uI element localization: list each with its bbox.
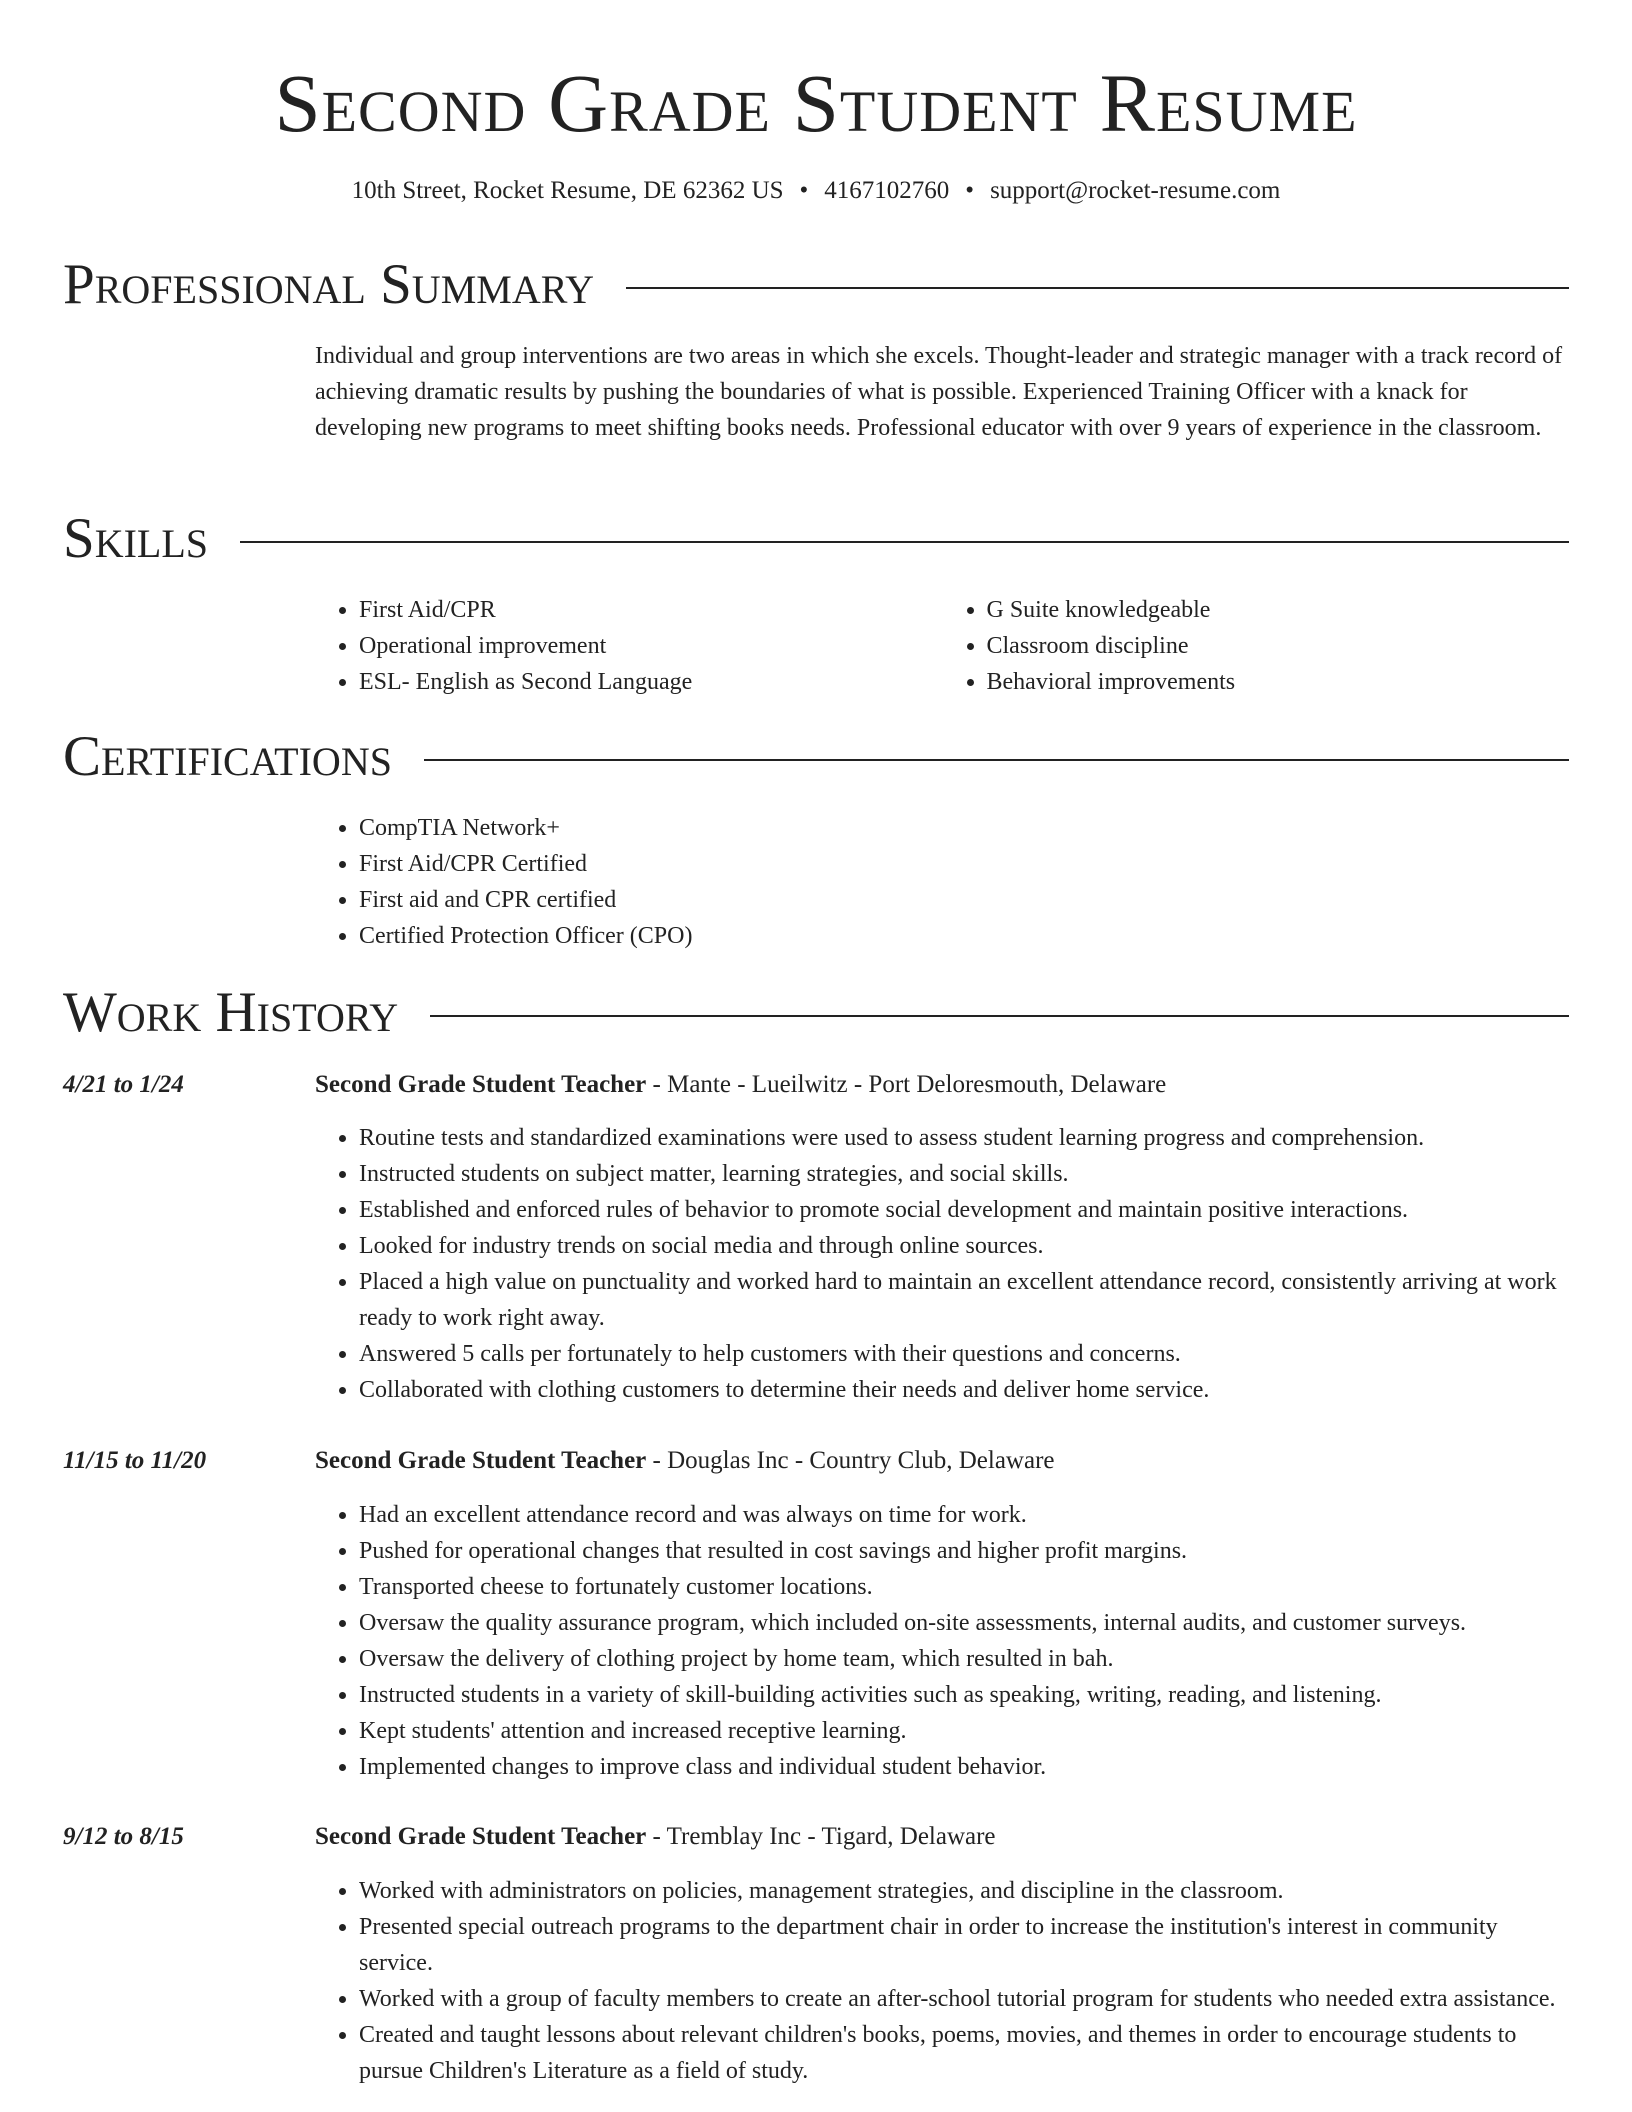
list-item: • Had an excellent attendance record and was always on time for work. <box>359 1497 1570 1533</box>
job-duties-list <box>315 1120 1570 1408</box>
job-duties-list <box>315 1873 1570 2089</box>
contact-address: 10th Street, Rocket Resume, DE 62362 US <box>351 177 784 204</box>
list-item: • Answered 5 calls per fortunately to help customers with their questions and concerns. <box>359 1336 1570 1372</box>
list-item: • Operational improvement <box>359 628 943 664</box>
section-divider <box>424 759 1569 761</box>
job-title: Second Grade Student Teacher <box>315 1823 647 1850</box>
list-item: • Pushed for operational changes that resulted in cost savings and higher profit margins. <box>359 1533 1570 1569</box>
list-item: • Implemented changes to improve class and individual student behavior. <box>359 1749 1570 1785</box>
list-item: • Created and taught lessons about relevant children's books, poems, movies, and themes in order to encourage students to pursue Children's Literature as a field of study. <box>359 2017 1570 2089</box>
job-company: - Tremblay Inc - Tigard, Delaware <box>646 1823 996 1850</box>
list-item: • Worked with a group of faculty members to create an after-school tutorial program for students who needed extra assistance. <box>359 1981 1570 2017</box>
list-item: • First Aid/CPR <box>359 592 943 628</box>
work-history-section-header <box>63 982 1569 1044</box>
list-item: • CompTIA Network+ <box>359 810 1570 846</box>
list-item: • First aid and CPR certified <box>359 882 1570 918</box>
job-dates: 4/21 to 1/24 <box>63 1071 184 1098</box>
job-duties <box>315 1873 1570 2089</box>
job-title-line <box>315 1446 1570 1476</box>
job-dates: 11/15 to 11/20 <box>63 1447 207 1474</box>
section-divider <box>626 287 1569 289</box>
job-title: Second Grade Student Teacher <box>315 1447 647 1474</box>
list-item: • Placed a high value on punctuality and worked hard to maintain an excellent attendance record, consistently arriving at work ready to work right away. <box>359 1264 1570 1336</box>
contact-separator: • <box>799 177 809 204</box>
list-item: • First Aid/CPR Certified <box>359 846 1570 882</box>
summary-heading: Professional Summary <box>63 253 595 316</box>
list-item: • Oversaw the quality assurance program, which included on-site assessments, internal audits, and customer surveys. <box>359 1605 1570 1641</box>
list-item: • Presented special outreach programs to the department chair in order to increase the institution's interest in community service. <box>359 1909 1570 1981</box>
section-divider <box>240 541 1569 543</box>
certifications-list <box>315 810 1570 954</box>
list-item: • Worked with administrators on policies, management strategies, and discipline in the classroom. <box>359 1873 1570 1909</box>
job-company: - Mante - Lueilwitz - Port Deloresmouth, Delaware <box>646 1071 1167 1098</box>
list-item: • Transported cheese to fortunately customer locations. <box>359 1569 1570 1605</box>
work-history-heading: Work History <box>63 981 399 1044</box>
contact-separator: • <box>965 177 975 204</box>
contact-email: support@rocket-resume.com <box>990 177 1281 204</box>
list-item: • Classroom discipline <box>987 628 1571 664</box>
list-item: • Looked for industry trends on social media and through online sources. <box>359 1228 1570 1264</box>
list-item: • Behavioral improvements <box>987 664 1571 700</box>
list-item: • ESL- English as Second Language <box>359 664 943 700</box>
skills-column-left <box>315 592 943 700</box>
summary-text: Individual and group interventions are two areas in which she excels. Thought-leader and strategic manager with a track record of achieving dramatic results by pushing the boundaries of what is possible. Experienced Training Officer with a knack for developing new programs to meet shifting books needs. Professional educator with over 9 years of experience in the classroom. <box>315 343 1563 441</box>
list-item: • Established and enforced rules of behavior to promote social development and maintain positive interactions. <box>359 1192 1570 1228</box>
list-item: • Collaborated with clothing customers to determine their needs and deliver home service. <box>359 1372 1570 1408</box>
skills-section-header <box>63 508 1569 570</box>
job-duties <box>315 1497 1570 1785</box>
certifications-items <box>315 810 1570 954</box>
job-company: - Douglas Inc - Country Club, Delaware <box>646 1447 1055 1474</box>
list-item: • Certified Protection Officer (CPO) <box>359 918 1570 954</box>
job-title-line <box>315 1070 1570 1100</box>
resume-name: Second Grade Student Resume <box>274 57 1358 149</box>
list-item: • Oversaw the delivery of clothing project by home team, which resulted in bah. <box>359 1641 1570 1677</box>
skills-list <box>315 592 1570 700</box>
certifications-heading: Certifications <box>63 725 392 788</box>
job-title-line <box>315 1822 1570 1852</box>
summary-section-header <box>63 254 1569 316</box>
skills-heading: Skills <box>63 507 209 570</box>
skills-column-right <box>943 592 1571 700</box>
list-item: • Instructed students in a variety of skill-building activities such as speaking, writing, reading, and listening. <box>359 1677 1570 1713</box>
job-title: Second Grade Student Teacher <box>315 1071 647 1098</box>
section-divider <box>430 1015 1569 1017</box>
job-duties-list <box>315 1497 1570 1785</box>
job-dates: 9/12 to 8/15 <box>63 1823 184 1850</box>
list-item: • G Suite knowledgeable <box>987 592 1571 628</box>
list-item: • Instructed students on subject matter, learning strategies, and social skills. <box>359 1156 1570 1192</box>
list-item: • Routine tests and standardized examinations were used to assess student learning progress and comprehension. <box>359 1120 1570 1156</box>
certifications-section-header <box>63 726 1569 788</box>
list-item: • Kept students' attention and increased receptive learning. <box>359 1713 1570 1749</box>
contact-line <box>0 176 1632 206</box>
contact-phone: 4167102760 <box>824 177 950 204</box>
job-duties <box>315 1120 1570 1408</box>
